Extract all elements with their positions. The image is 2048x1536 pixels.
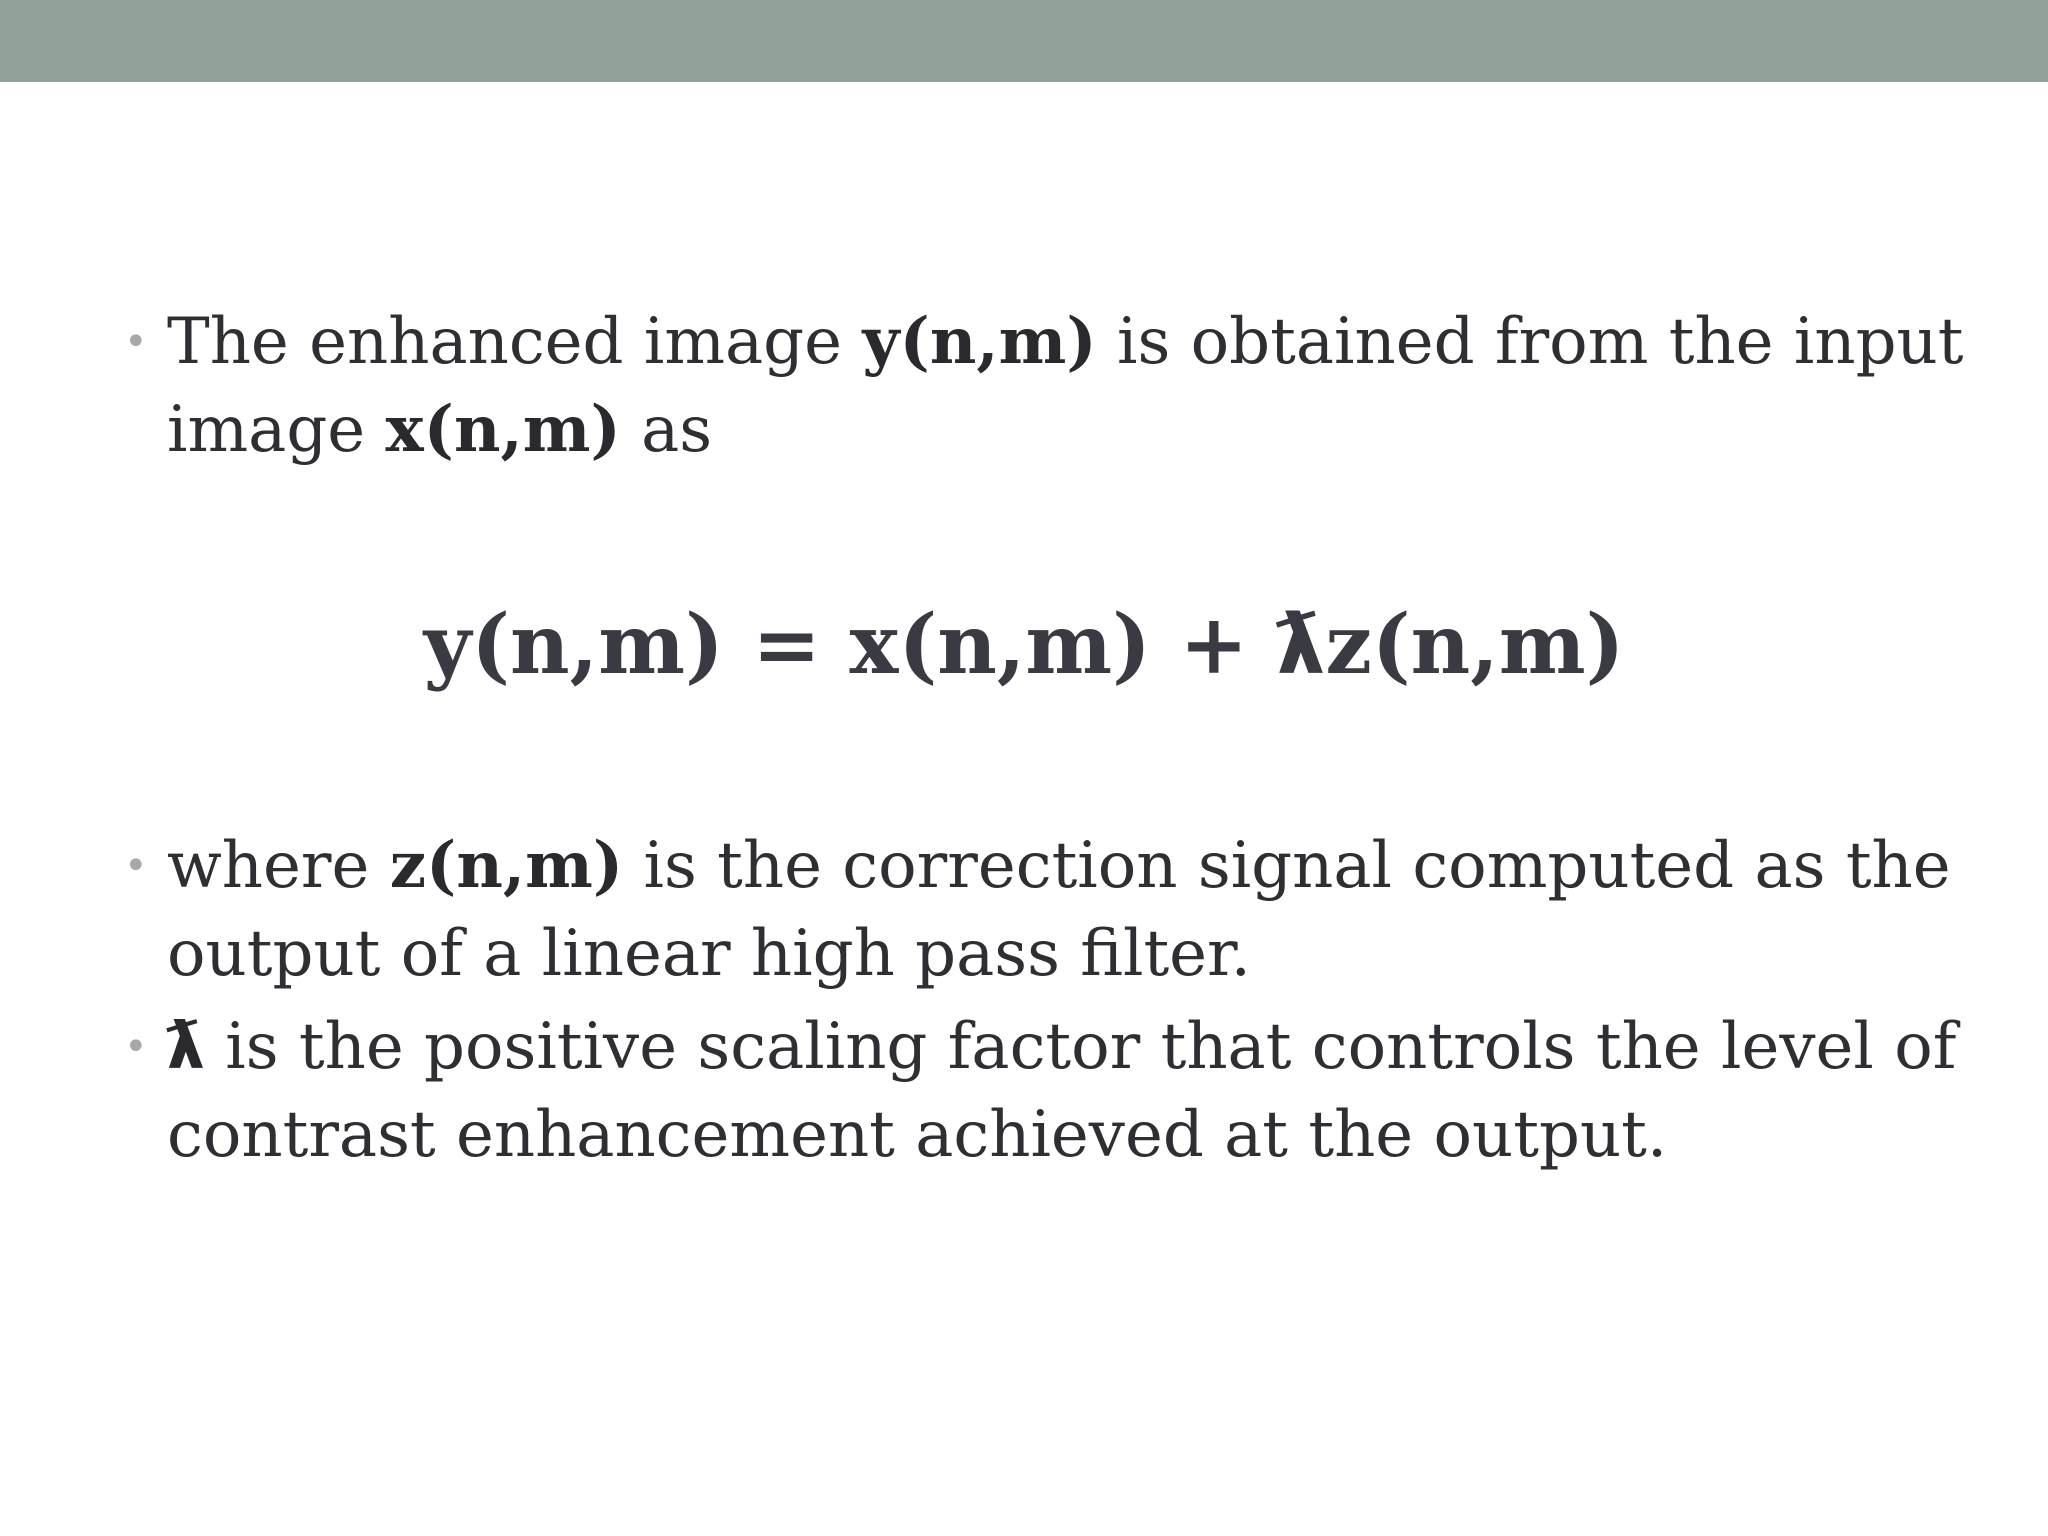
- math-term-z: z(n,m): [389, 828, 624, 903]
- math-term-y: y(n,m): [862, 304, 1097, 379]
- text-run: is obtained from the input: [1096, 305, 1964, 379]
- text-run: as: [620, 393, 713, 467]
- bullet-3-line-2: [167, 1091, 1887, 1179]
- top-bar: [0, 0, 2048, 82]
- lambda-symbol: ƛ: [167, 1010, 205, 1084]
- bullet-2-line-2: [167, 910, 1887, 998]
- text-run: is the positive scaling factor that controls the level of: [204, 1010, 1957, 1084]
- bullet-dot-icon: •: [124, 319, 148, 365]
- lambda-symbol: ƛ: [1276, 598, 1326, 693]
- bullet-text-2: [167, 822, 1951, 998]
- math-term-x: x(n,m): [385, 392, 621, 467]
- bullet-dot-icon: •: [124, 1024, 148, 1070]
- text-run: image: [167, 393, 386, 467]
- bullet-1-line-2: [167, 386, 1887, 474]
- equation: [0, 590, 2048, 701]
- bullet-text-3: [167, 1003, 1957, 1179]
- text-run: contrast enhancement achieved at the output.: [167, 1098, 1668, 1172]
- bullet-1-line-1: [167, 298, 1964, 386]
- bullet-text-1: [167, 298, 1964, 474]
- text-run: where: [167, 829, 390, 903]
- equation-rhs: z(n,m): [1325, 597, 1625, 693]
- text-run: output of a linear high pass filter.: [167, 917, 1251, 991]
- equation-lhs: y(n,m) = x(n,m) +: [423, 597, 1277, 693]
- text-run: The enhanced image: [167, 305, 863, 379]
- bullet-2-line-1: [167, 822, 1951, 910]
- text-run: is the correction signal computed as the: [623, 829, 1951, 903]
- bullet-3-line-1: [167, 1003, 1957, 1091]
- bullet-dot-icon: •: [124, 843, 148, 889]
